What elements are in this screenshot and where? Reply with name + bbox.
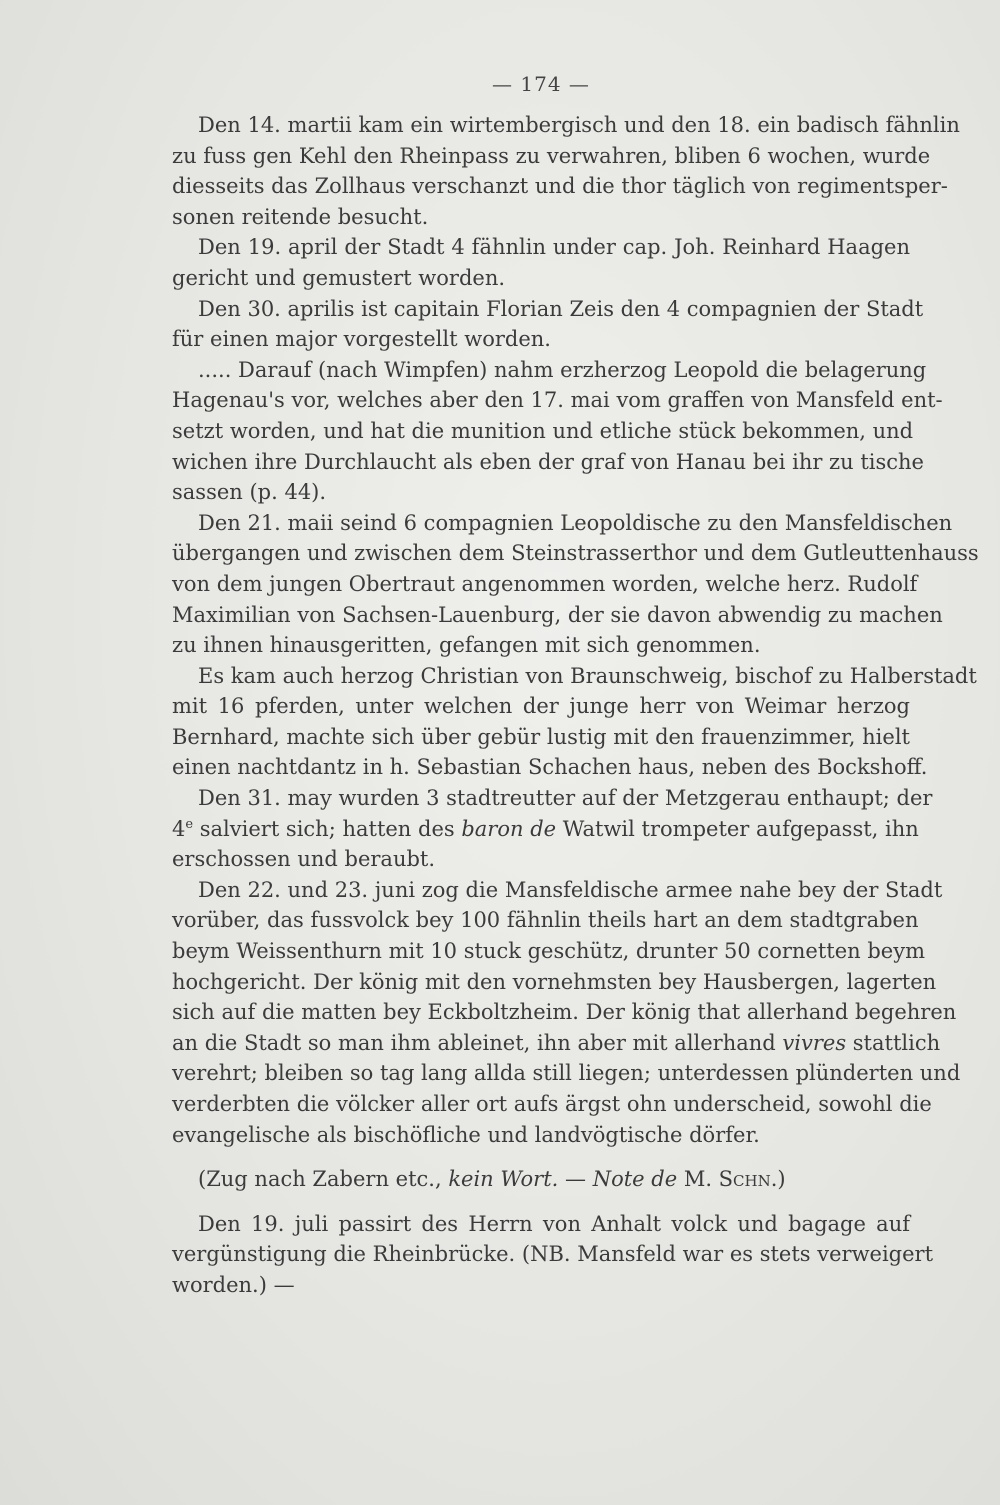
text-line: verehrt; bleiben so tag lang allda still liegen; unterdessen plünderten und bbox=[172, 1061, 961, 1086]
text-line: Bernhard, machte sich über gebür lustig mit den frauenzimmer, hielt bbox=[172, 724, 910, 749]
text-line: Den 31. may wurden 3 stadtreutter auf der Metzgerau enthaupt; der bbox=[198, 786, 933, 811]
text-line: sonen reitende besucht. bbox=[172, 204, 429, 229]
text-line: setzt worden, und hat die munition und etliche stück bekommen, und bbox=[172, 418, 914, 443]
text-line: zu ihnen hinausgeritten, gefangen mit sich genommen. bbox=[172, 633, 761, 658]
text-line: erschossen und beraubt. bbox=[172, 847, 436, 872]
text-line: verderbten die völcker aller ort aufs ärgst ohn underscheid, sowohl die bbox=[172, 1092, 932, 1116]
italic-text: vivres bbox=[782, 1030, 847, 1055]
italic-text: baron de bbox=[461, 816, 557, 841]
text-line: sassen (p. 44). bbox=[172, 480, 327, 505]
text-span: (Zug nach Zabern etc., bbox=[198, 1167, 449, 1192]
text-line: Maximilian von Sachsen-Lauenburg, der sie davon abwendig zu machen bbox=[172, 602, 943, 627]
text-span: an die Stadt so man ihm ableinet, ihn aber mit allerhand bbox=[172, 1030, 783, 1055]
text-line: von dem jungen Obertraut angenommen worden, welche herz. Rudolf bbox=[172, 571, 918, 596]
text-line: Den 19. juli passirt des Herrn von Anhalt volck und bagage auf bbox=[198, 1211, 910, 1236]
text-line bbox=[172, 1028, 941, 1059]
text-span: salviert sich; hatten des bbox=[193, 816, 462, 841]
text-span: — bbox=[558, 1167, 593, 1192]
text-line: Den 19. april der Stadt 4 fähnlin under cap. Joh. Reinhard Haagen bbox=[198, 235, 910, 260]
text-line: sich auf die matten bey Eckboltzheim. Der könig that allerhand begehren bbox=[172, 1000, 957, 1025]
text-line: Den 21. maii seind 6 compagnien Leopoldische zu den Mansfeldischen bbox=[198, 510, 953, 535]
text-line: mit 16 pferden, unter welchen der junge herr von Weimar herzog bbox=[172, 694, 910, 719]
text-span: 4 bbox=[172, 816, 186, 841]
text-line: gericht und gemustert worden. bbox=[172, 265, 506, 290]
text-span: M. bbox=[677, 1167, 719, 1192]
text-line bbox=[172, 814, 919, 845]
text-line: Es kam auch herzog Christian von Braunschweig, bischof zu Halberstadt bbox=[198, 663, 977, 688]
text-line: übergangen und zwischen dem Steinstrasserthor und dem Gutleuttenhauss bbox=[172, 541, 979, 566]
small-caps-text: Schn. bbox=[718, 1167, 778, 1192]
text-span: Watwil trompeter aufgepasst, ihn bbox=[556, 816, 919, 841]
superscript: e bbox=[185, 816, 194, 832]
text-line: vorüber, das fussvolck bey 100 fähnlin theils hart an dem stadtgraben bbox=[172, 908, 919, 933]
italic-text: kein Wort. bbox=[448, 1167, 559, 1192]
text-line: einen nachtdantz in h. Sebastian Schachen haus, neben des Bockshoff. bbox=[172, 755, 928, 780]
text-line: vergünstigung die Rheinbrücke. (NB. Mansfeld war es stets verweigert bbox=[172, 1242, 934, 1267]
text-line: evangelische als bischöfliche und landvögtische dörfer. bbox=[172, 1122, 760, 1147]
text-span: ) bbox=[777, 1167, 786, 1192]
text-line: zu fuss gen Kehl den Rheinpass zu verwahren, bliben 6 wochen, wurde bbox=[172, 143, 931, 168]
text-line: diesseits das Zollhaus verschanzt und die thor täglich von regimentsper- bbox=[172, 174, 948, 199]
editor-note bbox=[172, 1164, 910, 1195]
text-line: wichen ihre Durchlaucht als eben der graf von Hanau bei ihr zu tische bbox=[172, 449, 924, 474]
text-line: hochgericht. Der könig mit den vornehmsten bey Hausbergen, lagerten bbox=[172, 969, 937, 994]
text-line: Den 22. und 23. juni zog die Mansfeldische armee nahe bey der Stadt bbox=[198, 877, 943, 902]
page-body bbox=[172, 72, 979, 1362]
text-line: für einen major vorgestellt worden. bbox=[172, 327, 551, 352]
text-line: Den 30. aprilis ist capitain Florian Zeis den 4 compagnien der Stadt bbox=[198, 296, 924, 321]
text-line: ..... Darauf (nach Wimpfen) nahm erzherzog Leopold die belagerung bbox=[198, 357, 927, 382]
text-line: worden.) — bbox=[172, 1272, 295, 1297]
text-span: stattlich bbox=[846, 1030, 941, 1055]
italic-text: Note de bbox=[592, 1167, 678, 1192]
text-line: Hagenau's vor, welches aber den 17. mai vom graffen von Mansfeld ent- bbox=[172, 388, 943, 413]
text-line: beym Weissenthurn mit 10 stuck geschütz, drunter 50 cornetten beym bbox=[172, 939, 925, 964]
page-number: — 174 — bbox=[492, 72, 590, 96]
text-line: Den 14. martii kam ein wirtembergisch und den 18. ein badisch fähnlin bbox=[198, 113, 960, 137]
